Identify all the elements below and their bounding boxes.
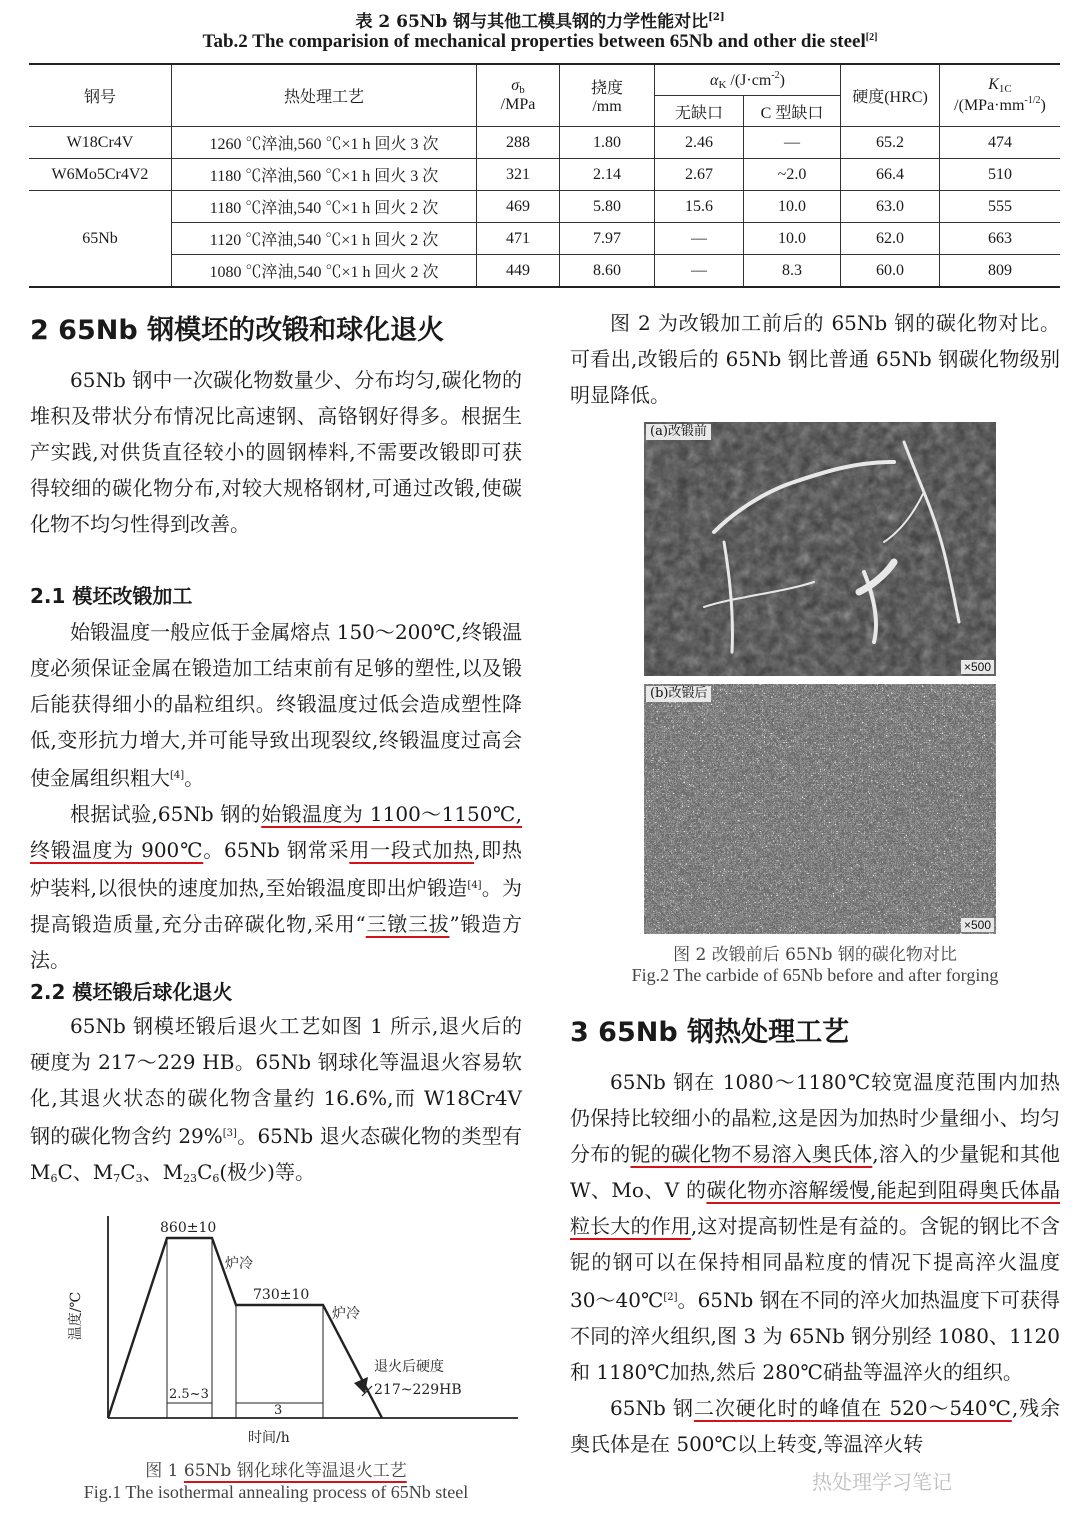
figure-1-caption-cn: 图 1 65Nb 钢化球化等温退火工艺 [145,1461,407,1481]
col-header-process: 热处理工艺 [172,64,477,127]
col-header-c-notch: C 型缺口 [744,96,841,127]
fig1-xlabel: 时间/h [248,1430,290,1446]
fig2-b-label: (b)改锻后 [646,686,711,702]
fig1-t2: 730±10 [253,1287,310,1303]
micrograph-before-forging [644,422,996,676]
fig1-ylabel: 温度/℃ [68,1291,84,1341]
micrograph-after-forging [644,684,996,934]
section-3-title: 3 65Nb 钢热处理工艺 [570,1017,850,1048]
figure-1-caption-en: Fig.1 The isothermal annealing process of 65Nb steel [83,1482,469,1502]
paragraph: 65Nb 钢二次硬化时的峰值在 520～540℃,残余奥氏体是在 500℃以上转变,等温淬火转 [570,1396,1060,1456]
paragraph: 根据试验,65Nb 钢的始锻温度为 1100～1150℃,终锻温度为 900℃。65Nb 钢常采用一段式加热,即热炉装料,以很快的速度加热,至始锻温度即出炉锻造[4]。为提高锻造质量,充分击碎碳化物,采用“三镦三拔”锻造方法。 [30,802,523,972]
table-title-cn: 表 2 65Nb 钢与其他工模具钢的力学性能对比[2] [355,12,725,32]
section-2-2-body [30,1008,522,1197]
paragraph: 65Nb 钢模坯锻后退火工艺如图 1 所示,退火后的硬度为 217～229 HB。65Nb 钢球化等温退火容易软化,其退火状态的碳化物含量约 16.6%,而 W18Cr4V 钢的碳化物含约 29%[3]。65Nb 退火态碳化物的类型有 $M_6C$、$M_7C_3$、$M_{23}C_6$(极少)等。 [30,1014,523,1185]
paragraph: 65Nb 钢中一次碳化物数量少、分布均匀,碳化物的堆积及带状分布情况比高速钢、高铬钢好得多。根据生产实践,对供货直径较小的圆钢棒料,不需要改锻即可获得较细的碳化物分布,对较大规格钢材,可通过改锻,使碳化物不均匀性得到改善。 [30,368,522,536]
fig1-hardness-label: 退火后硬度 [374,1359,444,1375]
table-row: 1080 ℃淬油,540 ℃×1 h 回火 2 次 449 8.60 — 8.3 60.0 809 [29,255,1060,288]
fig1-cool1: 炉冷 [225,1256,253,1272]
underline-niobium-carbide: 铌的碳化物不易溶入奥氏体 [630,1142,873,1166]
section-2-2-title: 2.2 模坯锻后球化退火 [30,980,233,1004]
paragraph: 始锻温度一般应低于金属熔点 150～200℃,终锻温度必须保证金属在锻造加工结束前有足够的塑性,以及锻后能获得细小的晶粒组织。终锻温度过低会造成塑性降低,变形抗力增大,并可能导致出现裂纹,终锻温度过高会使金属组织粗大[4]。 [30,620,522,790]
col-header-deflection: 挠度 /mm [560,64,655,127]
fig2-intro [570,305,1060,413]
underline-forging-temp: 始锻温度为 1100～1150℃,终锻温度为 900℃ [30,802,522,862]
col-header-sigma: $\sigma_b$ /MPa [477,64,560,127]
paragraph: 图 2 为改锻加工前后的 65Nb 钢的碳化物对比。可看出,改锻后的 65Nb 钢比普通 65Nb 钢碳化物级别明显降低。 [570,311,1060,407]
fig1-d2: 3 [274,1403,283,1418]
fig2-a-magnification: ×500 [961,660,994,674]
figure-2-caption-en: Fig.2 The carbide of 65Nb before and after forging [631,965,999,985]
underline-heating: 用一段式加热 [349,838,475,862]
properties-table [29,63,1060,288]
fig1-hardness-value: 217~229HB [374,1382,462,1398]
col-header-no-notch: 无缺口 [655,96,744,127]
col-header-kic: $K_{1C}$ $/(MPa\cdot mm^{-1/2})$ [940,64,1061,127]
fig1-d1: 2.5~3 [169,1387,209,1402]
fig2-a-label: (a)改锻前 [646,424,711,440]
section-2-body [30,362,522,542]
underline-carbide-dissolve: 碳化物亦溶解缓慢,能起到阻碍奥氏体晶粒长大的作用 [570,1178,1060,1238]
fig2-b-magnification: ×500 [961,918,994,932]
table-title-en: Tab.2 The comparision of mechanical properties between 65Nb and other die steel[2] [202,31,878,52]
figure-1-annealing-diagram [60,1206,530,1466]
watermark-text: 热处理学习笔记 [812,1470,952,1494]
section-2-1-body [30,614,522,978]
section-2-title: 2 65Nb 钢模坯的改锻和球化退火 [30,315,445,346]
table-row: 1120 ℃淬油,540 ℃×1 h 回火 2 次 471 7.97 — 10.0 62.0 663 [29,223,1060,255]
section-3-body [570,1064,1060,1462]
fig1-t1: 860±10 [160,1220,217,1236]
paragraph: 65Nb 钢在 1080～1180℃较宽温度范围内加热仍保持比较细小的晶粒,这是因为加热时少量细小、均匀分布的铌的碳化物不易溶入奥氏体,溶入的少量铌和其他 W、Mo、V 的碳化物亦溶解缓慢,能起到阻碍奥氏体晶粒长大的作用,这对提高韧性是有益的。含铌的钢比不含铌的钢可以在保持相同晶粒度的情况下提高淬火温度 30～40℃[2]。65Nb 钢在不同的淬火加热温度下可获得不同的淬火组织,图 3 为 65Nb 钢分别经 1080、1120 和 1180℃加热,然后 280℃硝盐等温淬火的组织。 [570,1070,1061,1384]
figure-2-caption-cn: 图 2 改锻前后 65Nb 钢的碳化物对比 [673,945,957,965]
table-row: W18Cr4V 1260 ℃淬油,560 ℃×1 h 回火 3 次 288 1.80 2.46 — 65.2 474 [29,127,1060,159]
underline-secondary-hardening: 二次硬化时的峰值在 520～540℃ [693,1396,1012,1420]
fig1-cool2: 炉冷 [332,1306,360,1322]
col-header-steel: 钢号 [29,64,172,127]
col-header-ak: $\alpha_K$ $/(J\cdot cm^{-2})$ [655,64,841,96]
table-row: W6Mo5Cr4V2 1180 ℃淬油,560 ℃×1 h 回火 3 次 321 2.14 2.67 ~2.0 66.4 510 [29,159,1060,191]
table-row: 65Nb 1180 ℃淬油,540 ℃×1 h 回火 2 次 469 5.80 15.6 10.0 63.0 555 [29,191,1060,223]
section-2-1-title: 2.1 模坯改锻加工 [30,584,193,608]
col-header-hardness: 硬度(HRC) [841,64,940,127]
underline-forging-method: 三镦三拔 [365,912,450,936]
